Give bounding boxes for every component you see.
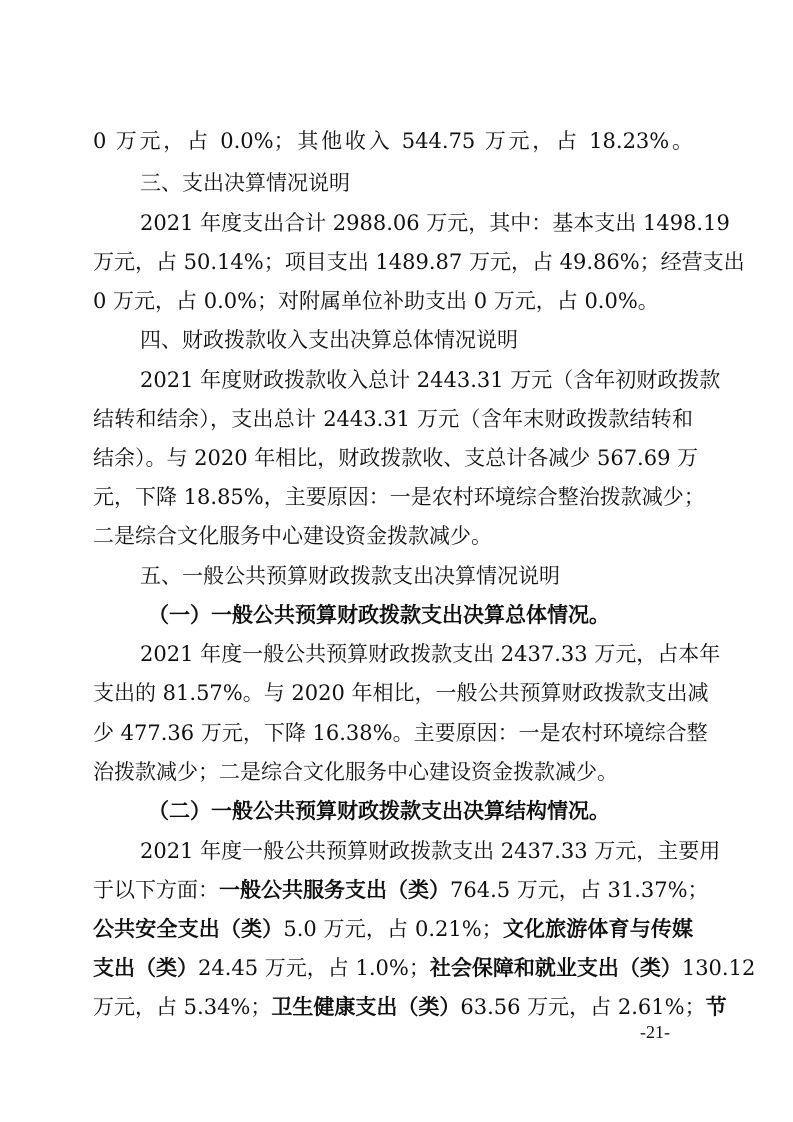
section-heading: 五、一般公共预算财政拨款支出决算情况说明 (140, 564, 560, 588)
category-label: 一般公共服务支出（类） (219, 877, 450, 902)
paragraph-line: 治拨款减少；二是综合文化服务中心建设资金拨款减少。 (93, 760, 618, 784)
paragraph-line: 支出的 81.57%。与 2020 年相比，一般公共预算财政拨款支出减 (93, 681, 709, 705)
paragraph-line: 2021 年度支出合计 2988.06 万元，其中：基本支出 1498.19 (140, 211, 730, 235)
text-run: 5.0 万元，占 0.21%； (283, 917, 503, 941)
paragraph-line: 二是综合文化服务中心建设资金拨款减少。 (93, 524, 492, 548)
paragraph-line: 0 万元，占 0.0%；对附属单位补助支出 0 万元，占 0.0%。 (93, 289, 659, 313)
category-label: 支出（类） (93, 955, 198, 980)
paragraph-line (93, 954, 756, 982)
paragraph-line: 元，下降 18.85%，主要原因：一是农村环境综合整治拨款减少； (93, 485, 705, 509)
text-run: 63.56 万元，占 2.61%； (460, 995, 706, 1019)
subsection-heading: （二）一般公共预算财政拨款支出决算结构情况。 (148, 799, 610, 823)
paragraph-line: 2021 年度财政拨款收入总计 2443.31 万元（含年初财政拨款 (140, 368, 721, 392)
paragraph-line: 结余）。与 2020 年相比，财政拨款收、支总计各减少 567.69 万 (93, 446, 699, 470)
paragraph-line (93, 876, 709, 904)
category-label: 文化旅游体育与传媒 (502, 916, 693, 941)
category-label: 社会保障和就业支出（类） (429, 955, 682, 980)
paragraph-line: 少 477.36 万元，下降 16.38%。主要原因：一是农村环境综合整 (93, 721, 708, 745)
category-label: 卫生健康支出（类） (271, 994, 461, 1019)
paragraph-line: 万元，占 50.14%；项目支出 1489.87 万元，占 49.86%；经营支出 (93, 250, 745, 274)
page-number: -21- (640, 1022, 670, 1042)
paragraph-line (93, 915, 693, 943)
subsection-heading: （一）一般公共预算财政拨款支出决算总体情况。 (148, 603, 610, 627)
paragraph-line: 2021 年度一般公共预算财政拨款支出 2437.33 万元，占本年 (140, 642, 721, 666)
text-run: 130.12 (681, 956, 756, 980)
text-run: 于以下方面： (93, 878, 219, 902)
section-heading: 四、财政拨款收入支出决算总体情况说明 (140, 328, 518, 352)
paragraph-line: 0 万元，占 0.0%；其他收入 544.75 万元，占 18.23%。 (93, 129, 693, 153)
text-run: 764.5 万元，占 31.37%； (450, 878, 709, 902)
text-run: 24.45 万元，占 1.0%； (198, 956, 430, 980)
category-label: 节 (705, 994, 727, 1019)
paragraph-line: 2021 年度一般公共预算财政拨款支出 2437.33 万元，主要用 (140, 839, 721, 863)
category-label: 公共安全支出（类） (93, 916, 284, 941)
paragraph-line (93, 993, 727, 1021)
text-run: 万元，占 5.34%； (93, 995, 272, 1019)
section-heading: 三、支出决算情况说明 (140, 171, 350, 195)
paragraph-line: 结转和结余），支出总计 2443.31 万元（含年末财政拨款结转和 (93, 407, 693, 431)
